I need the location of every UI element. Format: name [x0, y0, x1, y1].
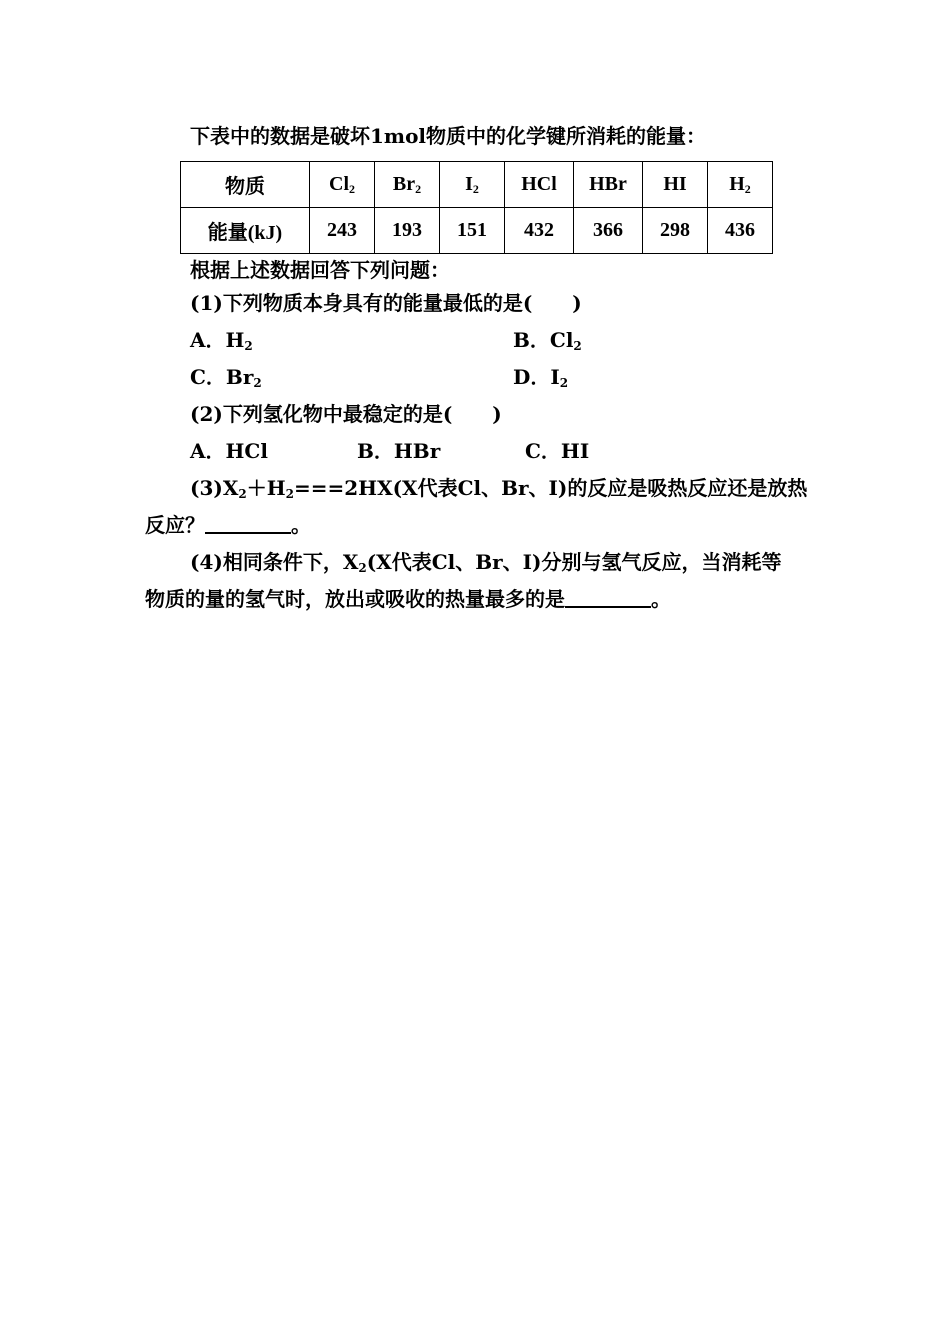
table-cell: HI — [643, 162, 708, 208]
q2-option-a: A．HCl — [190, 439, 268, 463]
table-cell: 193 — [375, 208, 440, 254]
table-cell: $H_2$ — [708, 162, 773, 208]
table-cell: $Br_2$ — [375, 162, 440, 208]
prompt-text: 根据上述数据回答下列问题： — [190, 258, 450, 282]
table-row — [181, 208, 773, 254]
table-cell: 432 — [505, 208, 574, 254]
table-row — [181, 162, 773, 208]
intro-text: 下表中的数据是破坏1mol物质中的化学键所消耗的能量： — [190, 124, 707, 148]
bond-energy-table — [180, 161, 773, 254]
table-cell: 366 — [574, 208, 643, 254]
table-cell: $Cl_2$ — [310, 162, 375, 208]
table-cell: 243 — [310, 208, 375, 254]
question-4-line2: 物质的量的氢气时，放出或吸收的热量最多的是 。 — [145, 587, 671, 611]
q1-option-b: B．$Cl_2$ — [513, 328, 582, 353]
q1-option-a: A．$H_2$ — [190, 328, 253, 353]
question-1-stem: (1)下列物质本身具有的能量最低的是( ) — [190, 291, 582, 315]
q1-option-d: D．$I_2$ — [513, 365, 569, 390]
q2-option-b: B．HBr — [357, 439, 441, 463]
question-3-line2: 反应？ 。 — [145, 513, 311, 537]
question-2-stem: (2)下列氢化物中最稳定的是( ) — [190, 402, 502, 426]
table-header-energy: 能量(kJ) — [181, 208, 310, 254]
table-cell: HCl — [505, 162, 574, 208]
question-3-line1: $(3)X_2+H_2===2HX(X$代表Cl、Br、I)的反应是吸热反应还是放热 — [190, 476, 808, 501]
q2-option-c: C．HI — [525, 439, 590, 463]
answer-blank[interactable] — [205, 514, 291, 534]
table-cell: 436 — [708, 208, 773, 254]
table-header-substance: 物质 — [181, 162, 310, 208]
table-cell: $I_2$ — [440, 162, 505, 208]
table-cell: 151 — [440, 208, 505, 254]
table-cell: HBr — [574, 162, 643, 208]
answer-blank[interactable] — [565, 588, 651, 608]
question-4-line1: (4)相同条件下，$X_2(X$代表Cl、Br、I)分别与氢气反应，当消耗等 — [190, 550, 782, 575]
q1-option-c: C．$Br_2$ — [190, 365, 262, 390]
table-cell: 298 — [643, 208, 708, 254]
